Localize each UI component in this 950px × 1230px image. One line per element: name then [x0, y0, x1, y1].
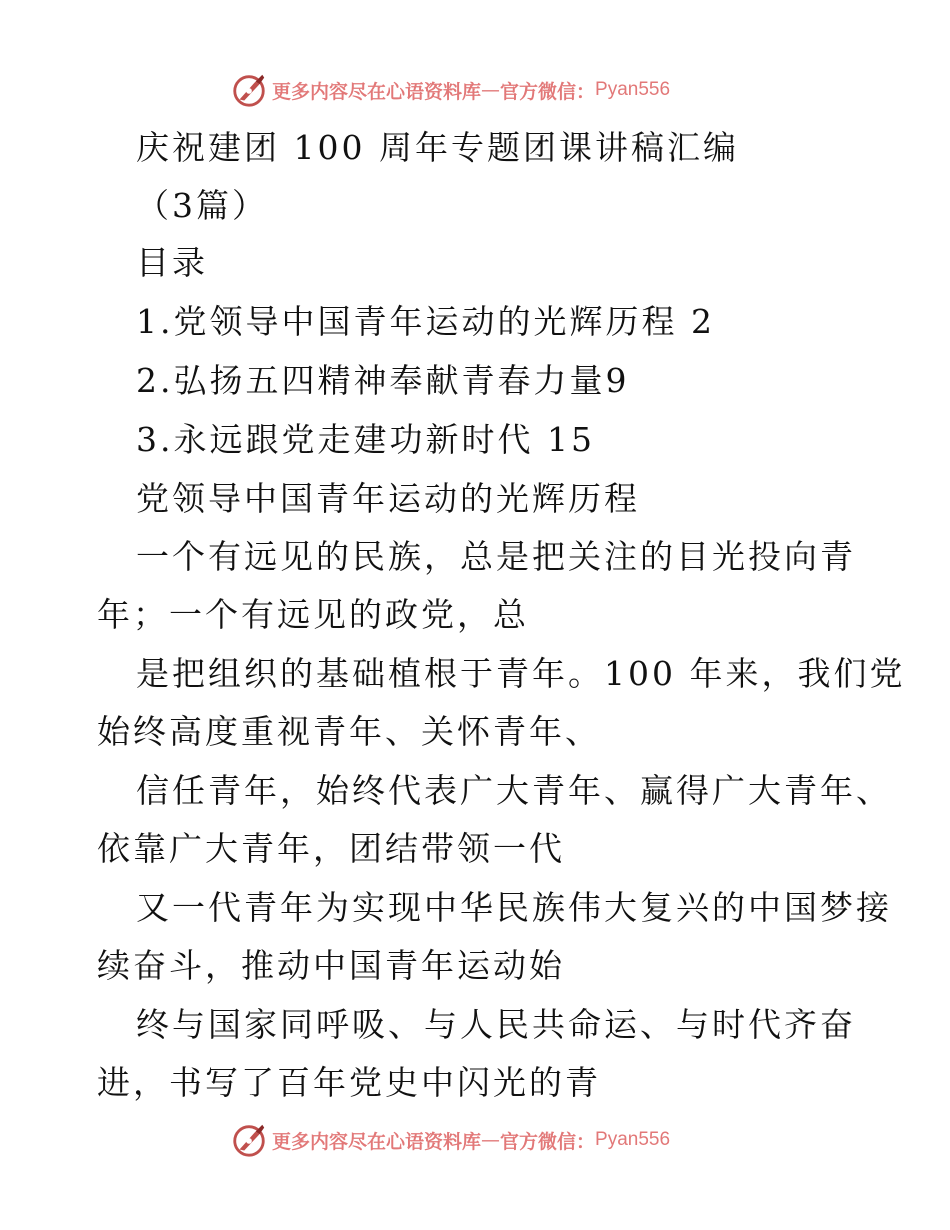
body-line: 一个有远见的民族，总是把关注的目光投向青 [136, 537, 856, 576]
body-line: 进，书写了百年党史中闪光的青 [97, 1063, 601, 1102]
body-line: 始终高度重视青年、关怀青年、 [97, 712, 601, 751]
body-line: 又一代青年为实现中华民族伟大复兴的中国梦接 [136, 888, 892, 927]
watermark-separator: — [481, 79, 501, 101]
watermark-official-label: 官方微信： [500, 80, 596, 103]
watermark-official-label: 官方微信： [500, 1130, 596, 1153]
toc-item: 2.弘扬五四精神奉献青春力量9 [136, 361, 630, 400]
watermark-text: 更多内容尽在心语资料库 [272, 1130, 482, 1153]
body-line: 依靠广大青年，团结带领一代 [97, 829, 565, 868]
quill-logo-icon [230, 71, 268, 109]
watermark-text: 更多内容尽在心语资料库 [272, 80, 482, 103]
body-line: 是把组织的基础植根于青年。100 年来，我们党 [136, 654, 906, 693]
body-line: 信任青年，始终代表广大青年、赢得广大青年、 [136, 771, 892, 810]
watermark-banner-bottom [230, 1120, 730, 1160]
document-title: 庆祝建团 100 周年专题团课讲稿汇编 [136, 128, 739, 167]
body-line: 终与国家同呼吸、与人民共命运、与时代齐奋 [136, 1005, 856, 1044]
watermark-banner-top [230, 70, 730, 110]
watermark-wechat-id: Pyan556 [595, 79, 671, 100]
watermark-wechat-id: Pyan556 [595, 1129, 671, 1150]
toc-heading: 目录 [136, 243, 208, 282]
toc-item: 3.永远跟党走建功新时代 15 [136, 420, 595, 459]
watermark-separator: — [481, 1129, 501, 1151]
body-line: 续奋斗，推动中国青年运动始 [97, 946, 565, 985]
body-line: 年；一个有远见的政党，总 [97, 595, 529, 634]
document-count-note: （3篇） [136, 186, 268, 225]
toc-item: 1.党领导中国青年运动的光辉历程 2 [136, 302, 715, 341]
quill-logo-icon [230, 1121, 268, 1159]
section-heading: 党领导中国青年运动的光辉历程 [136, 479, 640, 518]
